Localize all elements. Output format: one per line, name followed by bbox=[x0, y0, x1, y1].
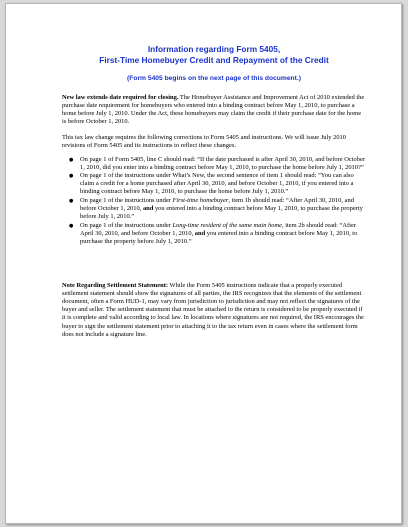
paragraph-heading: New law extends date required for closing. bbox=[62, 94, 179, 101]
list-item: ● On page 1 of the instructions under What’s New, the second sentence of item 1 should read: “You can also claim a credit for a home purchased after April 30, 2010, and before October 1, 2010, if you entered into a binding contract before May 1, 2010, to purchase the home before July 1, 2010.” bbox=[69, 172, 354, 196]
paragraph-settlement-statement bbox=[62, 282, 366, 339]
paragraph-heading: Note Regarding Settlement Statement: bbox=[62, 282, 169, 290]
list-item: ● On page 1 of the instructions under Long-time resident of the same main home, item 2b should read: “After April 30, 2010, and before October 1, 2010, and you entered into a binding contract before May 1, 2010, to purchase the property before July 1, 2010.” bbox=[69, 221, 358, 245]
bullet-icon: ● bbox=[69, 156, 74, 163]
paragraph-text: While the Form 5405 instructions indicate that a properly executed settlement statement should show the signatures of all parties, the IRS recognizes that the elements of the settlement document, often a Form HUD-1, may vary from jurisdiction to jurisdiction and may not reflect the signatures of the buyer and seller. The settlement statement that must be attached to the return is considered to be properly executed if it is complete and valid according to local law. In locations where signatures are not required, the IRS encourages the buyer to sign the settlement statement prior to attaching it to the tax return even in cases where the settlement form does not include a signature line. bbox=[62, 282, 364, 338]
title-line-2: First-Time Homebuyer Credit and Repayment of the Credit bbox=[99, 54, 329, 65]
title-line-1: Information regarding Form 5405, bbox=[147, 44, 281, 54]
document-title bbox=[62, 44, 366, 65]
page-content bbox=[62, 44, 366, 339]
bullet-icon: ● bbox=[69, 198, 74, 205]
paragraph-new-law bbox=[62, 94, 366, 126]
paragraph-text: The Homebuyer Assistance and Improvement Act of 2010 extended the purchase date requirement for homebuyers who entered into a binding contract before May 1, 2010, to purchase a home before July 1, 2010. Under the Act, these homebuyers may claim the credit if their purchase date for the home is before October 1, 2010. bbox=[62, 94, 365, 126]
corrections-list bbox=[62, 156, 366, 247]
next-page-note: (Form 5405 begins on the next page of this document.) bbox=[127, 75, 301, 82]
document-page bbox=[5, 3, 402, 524]
paragraph-corrections: This tax law change requires the following corrections to Form 5405 and instructions. We will issue July 2010 revisions of Form 5405 and its instructions to reflect these changes. bbox=[62, 134, 346, 150]
list-item: ● On page 1 of the instructions under First-time homebuyer, item 1b should read: “After April 30, 2010, and before October 1, 2010, and you entered into a binding contract before May 1, 2010, to purchase the property before July 1, 2010.” bbox=[69, 197, 363, 221]
bullet-icon: ● bbox=[69, 173, 74, 180]
bullet-icon: ● bbox=[69, 222, 74, 229]
list-item: ● On page 1 of Form 5405, line C should read: “If the date purchased is after April 30, 2010, and before October 1, 2010, did you enter into a binding contract before May 1, 2010, to purchase the home before July 1, 2010?” bbox=[69, 155, 365, 171]
